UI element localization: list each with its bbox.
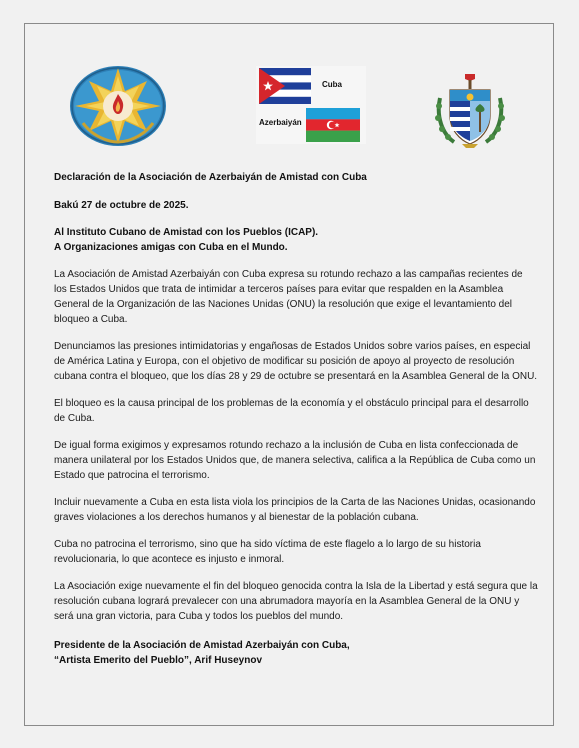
document-frame [24, 23, 554, 726]
body-paragraph: Cuba no patrocina el terrorismo, sino que ha sido víctima de este flagelo a lo largo de su historia revolucionaria, lo que acontece es injusto e inmoral. [54, 539, 481, 565]
body-paragraph: Incluir nuevamente a Cuba en esta lista viola los principios de la Carta de las Naciones Unidas, ocasionando graves violaciones a los derechos humanos y al bienestar de la población cubana. [54, 497, 536, 523]
cuba-flag-icon [259, 68, 311, 104]
azerbaijan-emblem-icon [69, 65, 167, 147]
azerbaijan-flag-icon [306, 108, 360, 142]
flag-label-cuba: Cuba [322, 80, 342, 89]
body-paragraph: Denunciamos las presiones intimidatorias y engañosas de Estados Unidos sobre varios países, en especial de América Latina y Europa, con el objetivo de modificar su posición de apoyo al proyecto de resolución cubana contra el bloqueo, que los días 28 y 29 de octubre se presentará en la Asamblea General de la ONU. [54, 341, 538, 382]
letter-body [54, 170, 538, 668]
addressee-line: Al Instituto Cubano de Amistad con los Pueblos (ICAP). [54, 227, 319, 238]
body-paragraph: La Asociación de Amistad Azerbaiyán con Cuba expresa su rotundo rechazo a las campañas recientes de los Estados Unidos que trata de intimidar a terceros países para evitar que respalden en la Asamblea General de la Organización de las Naciones Unidas (ONU) la resolución que exige el levantamiento del bloqueo a Cuba. [54, 269, 523, 325]
cuba-coat-of-arms-icon [434, 68, 506, 150]
logo-header [25, 24, 553, 164]
letter-title: Declaración de la Asociación de Azerbaiyán de Amistad con Cuba [54, 172, 367, 183]
addressee-block [54, 225, 538, 255]
flags-block [256, 66, 366, 144]
body-paragraph: De igual forma exigimos y expresamos rotundo rechazo a la inclusión de Cuba en lista confeccionada de manera unilateral por los Estados Unidos que, de manera selectiva, califica a la República de Cuba como un Estado que patrocina el terrorismo. [54, 440, 536, 481]
signature-line: “Artista Emerito del Pueblo”, Arif Huseynov [54, 655, 263, 666]
body-paragraph: La Asociación exige nuevamente el fin del bloqueo genocida contra la Isla de la Libertad y está segura que la resolución cubana logrará prevalecer con una abrumadora mayoría en la Asamblea General de la ONU y será una gran victoria, para Cuba y todos los pueblos del mundo. [54, 581, 538, 622]
letter-date: Bakú 27 de octubre de 2025. [54, 200, 189, 211]
signature-line: Presidente de la Asociación de Amistad Azerbaiyán con Cuba, [54, 640, 350, 651]
body-paragraph: El bloqueo es la causa principal de los problemas de la economía y el obstáculo principal para el desarrollo de Cuba. [54, 398, 529, 424]
addressee-line: A Organizaciones amigas con Cuba en el Mundo. [54, 242, 288, 253]
flag-label-azerbaijan: Azerbaiyán [259, 118, 302, 127]
